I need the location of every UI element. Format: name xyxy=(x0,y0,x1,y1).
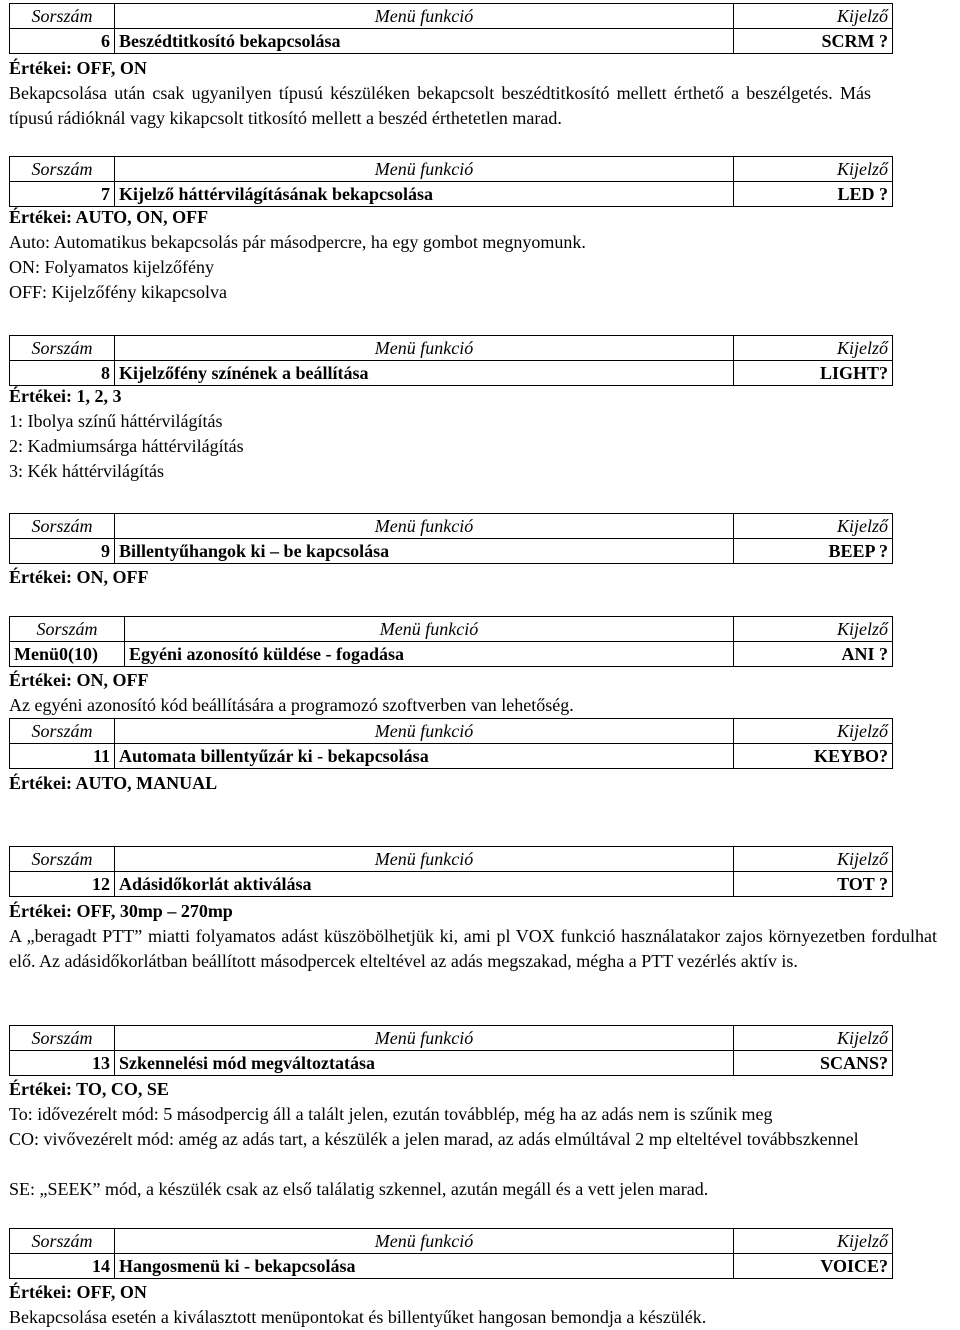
item-display-code: KEYBO? xyxy=(734,744,893,769)
item-display-code: ANI ? xyxy=(734,642,893,667)
item-function: Billentyűhangok ki – be kapcsolása xyxy=(115,539,734,564)
func-header: Menü funkció xyxy=(115,336,734,361)
num-header: Sorszám xyxy=(10,514,115,539)
func-header: Menü funkció xyxy=(115,1229,734,1254)
display-header: Kijelző xyxy=(734,1229,893,1254)
item-display-code: SCRM ? xyxy=(734,29,893,54)
item-number: 14 xyxy=(10,1254,115,1279)
num-header: Sorszám xyxy=(10,157,115,182)
item-header-table xyxy=(9,1025,893,1076)
item-description: 3: Kék háttérvilágítás xyxy=(9,461,164,481)
item-number: 13 xyxy=(10,1051,115,1076)
num-header: Sorszám xyxy=(10,1026,115,1051)
item-values: Értékei: AUTO, ON, OFF xyxy=(9,207,209,227)
display-header: Kijelző xyxy=(734,514,893,539)
item-values: Értékei: OFF, ON xyxy=(9,1282,147,1302)
item-number: 11 xyxy=(10,744,115,769)
func-header: Menü funkció xyxy=(115,4,734,29)
num-header: Sorszám xyxy=(10,847,115,872)
item-header-table xyxy=(9,1228,893,1279)
item-display-code: BEEP ? xyxy=(734,539,893,564)
num-header: Sorszám xyxy=(10,1229,115,1254)
item-description: Auto: Automatikus bekapcsolás pár másodpercre, ha egy gombot megnyomunk. xyxy=(9,232,586,252)
func-header: Menü funkció xyxy=(115,157,734,182)
item-display-code: SCANS? xyxy=(734,1051,893,1076)
num-header: Sorszám xyxy=(10,617,125,642)
item-description: To: idővezérelt mód: 5 másodpercig áll a talált jelen, ezután továbblép, még ha az adás nem is szűnik meg xyxy=(9,1104,773,1124)
display-header: Kijelző xyxy=(734,336,893,361)
func-header: Menü funkció xyxy=(115,719,734,744)
item-function: Adásidőkorlát aktiválása xyxy=(115,872,734,897)
item-description: SE: „SEEK” mód, a készülék csak az első találatig szkennel, azután megáll és a vett jelen marad. xyxy=(9,1179,709,1199)
item-display-code: TOT ? xyxy=(734,872,893,897)
item-number: Menü0(10) xyxy=(10,642,125,667)
item-function: Kijelző háttérvilágításának bekapcsolása xyxy=(115,182,734,207)
item-values: Értékei: ON, OFF xyxy=(9,670,149,690)
display-header: Kijelző xyxy=(734,847,893,872)
func-header: Menü funkció xyxy=(115,847,734,872)
item-values: Értékei: TO, CO, SE xyxy=(9,1079,169,1099)
item-description: ON: Folyamatos kijelzőfény xyxy=(9,257,214,277)
item-description: Az egyéni azonosító kód beállítására a programozó szoftverben van lehetőség. xyxy=(9,695,574,715)
item-header-table xyxy=(9,3,893,54)
item-description: Bekapcsolása után csak ugyanilyen típusú készüléken bekapcsolt beszédtitkosító mellett érthető a beszélgetés. Más típusú rádióknál vagy kikapcsolt titkosító mellett a beszéd érthetetlen marad. xyxy=(9,83,871,128)
item-description: A „beragadt PTT” miatti folyamatos adást küszöbölhetjük ki, ami pl VOX funkció használatakor zajos környezetben fordulhat elő. Az adásidőkorlátban beállított másodpercek elteltével az adás megszakad, mégha a PTT vezérlés aktív is. xyxy=(9,926,937,971)
num-header: Sorszám xyxy=(10,719,115,744)
num-header: Sorszám xyxy=(10,4,115,29)
item-description: 1: Ibolya színű háttérvilágítás xyxy=(9,411,223,431)
func-header: Menü funkció xyxy=(125,617,734,642)
item-values: Értékei: 1, 2, 3 xyxy=(9,386,122,406)
item-number: 6 xyxy=(10,29,115,54)
item-values: Értékei: OFF, 30mp – 270mp xyxy=(9,901,233,921)
display-header: Kijelző xyxy=(734,157,893,182)
item-function: Kijelzőfény színének a beállítása xyxy=(115,361,734,386)
display-header: Kijelző xyxy=(734,617,893,642)
num-header: Sorszám xyxy=(10,336,115,361)
display-header: Kijelző xyxy=(734,719,893,744)
item-header-table xyxy=(9,616,893,667)
item-function: Hangosmenü ki - bekapcsolása xyxy=(115,1254,734,1279)
item-header-table xyxy=(9,846,893,897)
item-header-table xyxy=(9,718,893,769)
item-header-table xyxy=(9,335,893,386)
item-function: Szkennelési mód megváltoztatása xyxy=(115,1051,734,1076)
item-number: 9 xyxy=(10,539,115,564)
item-display-code: LED ? xyxy=(734,182,893,207)
item-function: Beszédtitkosító bekapcsolása xyxy=(115,29,734,54)
item-values: Értékei: ON, OFF xyxy=(9,567,149,587)
item-description: Bekapcsolása esetén a kiválasztott menüpontokat és billentyűket hangosan bemondja a készülék. xyxy=(9,1307,707,1327)
func-header: Menü funkció xyxy=(115,1026,734,1051)
item-values: Értékei: AUTO, MANUAL xyxy=(9,773,218,793)
item-description: OFF: Kijelzőfény kikapcsolva xyxy=(9,282,227,302)
func-header: Menü funkció xyxy=(115,514,734,539)
item-display-code: LIGHT? xyxy=(734,361,893,386)
item-number: 7 xyxy=(10,182,115,207)
item-number: 8 xyxy=(10,361,115,386)
item-number: 12 xyxy=(10,872,115,897)
item-function: Egyéni azonosító küldése - fogadása xyxy=(125,642,734,667)
item-header-table xyxy=(9,156,893,207)
item-description: CO: vivővezérelt mód: amég az adás tart, a készülék a jelen marad, az adás elmúltával 2 mp elteltével továbbszkennel xyxy=(9,1129,859,1149)
item-description: 2: Kadmiumsárga háttérvilágítás xyxy=(9,436,244,456)
display-header: Kijelző xyxy=(734,4,893,29)
item-display-code: VOICE? xyxy=(734,1254,893,1279)
item-header-table xyxy=(9,513,893,564)
item-values: Értékei: OFF, ON xyxy=(9,58,147,78)
display-header: Kijelző xyxy=(734,1026,893,1051)
item-function: Automata billentyűzár ki - bekapcsolása xyxy=(115,744,734,769)
